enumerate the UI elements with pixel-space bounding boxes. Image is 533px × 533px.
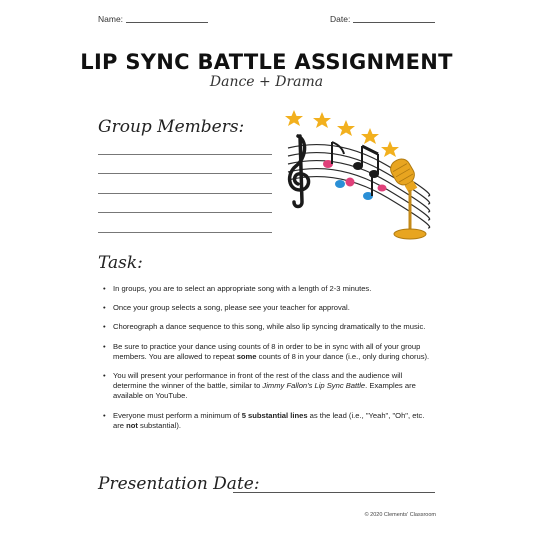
group-members-heading: Group Members: — [98, 117, 245, 137]
task-item — [103, 303, 437, 313]
date-field[interactable] — [353, 22, 435, 23]
member-line-4[interactable] — [98, 212, 272, 213]
task-item-text: some — [236, 351, 257, 361]
date-label: Date: — [330, 14, 351, 24]
presentation-date-field[interactable] — [233, 492, 435, 493]
member-line-2[interactable] — [98, 173, 272, 174]
member-line-1[interactable] — [98, 154, 272, 155]
task-item-text: Once your group selects a song, please see your teacher for approval. — [113, 303, 350, 313]
microphone-icon — [387, 156, 426, 239]
task-item-text: Be sure to practice your dance using counts of 8 in order to be in sync with all of your group members. You are allowed to repeat — [113, 341, 421, 361]
task-item-text: 5 substantial lines — [241, 410, 308, 420]
task-heading: Task: — [98, 253, 143, 273]
task-item-text: as the lead (i.e., "Yeah", "Oh", etc. are — [113, 410, 425, 430]
task-item — [103, 322, 437, 332]
member-line-5[interactable] — [98, 232, 272, 233]
copyright-text: © 2020 Clements' Classroom — [364, 512, 436, 518]
name-field[interactable] — [126, 22, 208, 23]
presentation-date-label: Presentation Date: — [98, 474, 260, 494]
page-subtitle: Dance + Drama — [209, 74, 324, 90]
music-notes-microphone-icon — [278, 106, 440, 246]
page-title: LIP SYNC BATTLE ASSIGNMENT — [80, 50, 453, 74]
task-item-text: Jimmy Fallon's Lip Sync Battle — [262, 381, 366, 391]
task-item — [103, 342, 437, 362]
task-item-text: counts of 8 in your dance (i.e., only during chorus). — [256, 351, 430, 361]
task-item-text: substantial). — [137, 420, 181, 430]
task-list — [103, 284, 437, 440]
task-item-text: Choreograph a dance sequence to this song, while also lip syncing dramatically to the music. — [113, 322, 426, 332]
task-item — [103, 411, 437, 431]
task-item — [103, 371, 437, 402]
task-item-text: Everyone must perform a minimum of — [113, 410, 242, 420]
task-item-text: not — [126, 420, 138, 430]
task-item-text: You will present your performance in front of the rest of the class and the audience will determine the winner of the battle, similar to — [113, 371, 403, 391]
name-label: Name: — [98, 14, 124, 24]
task-item-text: . Examples are available on YouTube. — [113, 381, 416, 401]
task-item — [103, 284, 437, 294]
member-line-3[interactable] — [98, 193, 272, 194]
task-item-text: In groups, you are to select an appropriate song with a length of 2-3 minutes. — [113, 284, 372, 293]
